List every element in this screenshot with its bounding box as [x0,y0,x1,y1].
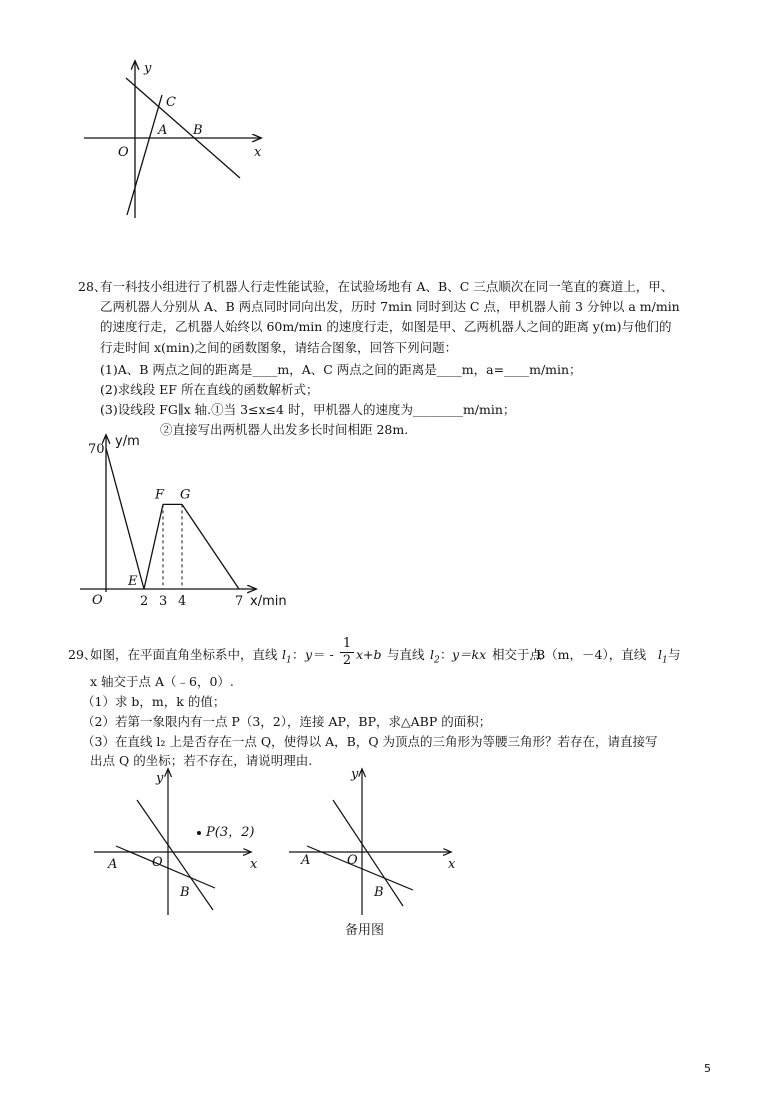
q29-l1b-name: $l_1$ [658,647,668,666]
q29-l2-sub: 2 [434,655,440,666]
q29-frac-num: 1 [340,636,354,653]
q29-l1-sub: 1 [286,655,292,666]
q29-main-label-y: y [156,771,164,786]
q29-sub3a: （3）在直线 l₂ 上是否存在一点 Q，使得以 A，B，Q 为顶点的三角形为等腰三角形？若存在，请直接写 [82,734,658,749]
q28-graph-x-tick: 4 [178,594,187,609]
label-b: B [193,123,203,138]
q29-eq2: y＝kx [452,647,487,662]
label-o: O [118,145,129,160]
q28-graph-point-label: G [180,487,191,503]
q29-backup-line-l2 [333,800,403,906]
q28-graph-segment [106,448,144,589]
q29-with2: 与 [668,647,681,662]
q29-eq-y1: y [305,647,313,662]
q29-l1-name: $l_1$ [282,647,292,666]
label-y: y [144,61,152,76]
q29-main-label-b: B [180,885,190,900]
q29-frac-den: 2 [342,653,352,668]
q28-x-axis-label: x/min [250,594,287,609]
q29-meet: 相交于点 [492,647,543,662]
label-a: A [158,123,168,138]
q29-colon1: ： [292,647,305,662]
q28-graph [70,430,300,615]
q29-backup-label-a: A [301,853,311,868]
q28-sub2: (2)求线段 EF 所在直线的函数解析式； [100,382,319,397]
q29-main-label-a: A [108,857,118,872]
label-x: x [254,145,262,160]
q28-sub4: ②直接写出两机器人出发多长时间相距 28m. [160,422,409,437]
q28-y-axis-label: y/m [115,434,140,449]
line-ab [126,78,240,178]
q29-line1a: 如图，在平面直角坐标系中，直线 [90,647,278,662]
top-figure [80,50,280,225]
line-steep [127,95,162,215]
q29-sub2: （2）若第一象限内有一点 P（3，2），连接 AP，BP，求△ABP 的面积； [82,714,492,729]
q28-graph-point-label: E [128,574,138,589]
q28-graph-segment [144,504,163,589]
q29-number: 29、 [68,647,97,662]
page-number: 5 [704,1062,711,1075]
q29-line2: x 轴交于点 A（﹣6，0）. [90,674,234,689]
q29-eq-eq1: ＝ - [313,647,334,662]
q29-l1b-sub: 1 [662,655,668,666]
q28-sub1: (1)A、B 两点之间的距离是____m，A、C 两点之间的距离是____m，a=____m/min； [100,362,582,377]
q29-main-line-l2 [137,800,213,910]
backup-figure-caption: 备用图 [345,923,385,938]
q28-line2: 乙两机器人分别从 A、B 两点同时同向出发，历时 7min 同时到达 C 点，甲机器人前 3 分钟以 a m/min [100,299,680,314]
q28-graph-x-tick: 7 [235,594,244,609]
q29-backup-label-o: O [347,853,358,868]
q29-sub1: （1）求 b，m，k 的值； [82,694,226,709]
q29-sub3b: 出点 Q 的坐标；若不存在，请说明理由. [90,753,313,768]
q28-origin-label: O [92,593,103,608]
label-c: C [166,95,176,110]
q29-main-label-x: x [250,857,258,872]
q29-eq-rest1: x+b [356,647,382,662]
q29-ptB: B（m，－4），直线 [536,647,647,662]
q29-main-point-p [197,831,201,835]
q29-backup-label-x: x [448,857,456,872]
q29-fraction [340,636,354,669]
q29-colon2: ： [440,647,453,662]
q29-backup-label-b: B [374,885,384,900]
q29-main-label-p: P(3，2) [206,825,255,840]
q29-main-label-o: O [152,855,163,870]
q28-sub3: (3)设线段 FG∥x 轴.①当 3≤x≤4 时，甲机器人的速度为________m/min； [100,402,516,417]
q29-backup-label-y: y [351,767,359,782]
q29-with: 与直线 [387,647,425,662]
q28-number: 28、 [78,279,107,294]
q28-graph-x-tick: 2 [140,594,149,609]
q28-line3: 的速度行走，乙机器人始终以 60m/min 的速度行走，如图是甲、乙两机器人之间的距离 y(m)与他们的 [100,319,672,334]
q28-line1: 有一科技小组进行了机器人行走性能试验，在试验场地有 A、B、C 三点顺次在同一笔直的赛道上，甲、 [100,279,674,294]
q29-figure-main [90,760,270,920]
q28-graph-point-label: F [155,487,165,503]
q29-l2-name: $l_2$ [430,647,440,666]
q28-graph-y-tick: 70 [88,442,105,457]
q28-graph-segment [182,504,239,589]
q28-line4: 行走时间 x(min)之间的函数图象，请结合图象，回答下列问题： [100,340,458,355]
q28-graph-x-tick: 3 [159,594,168,609]
q29-figure-backup [285,760,465,920]
